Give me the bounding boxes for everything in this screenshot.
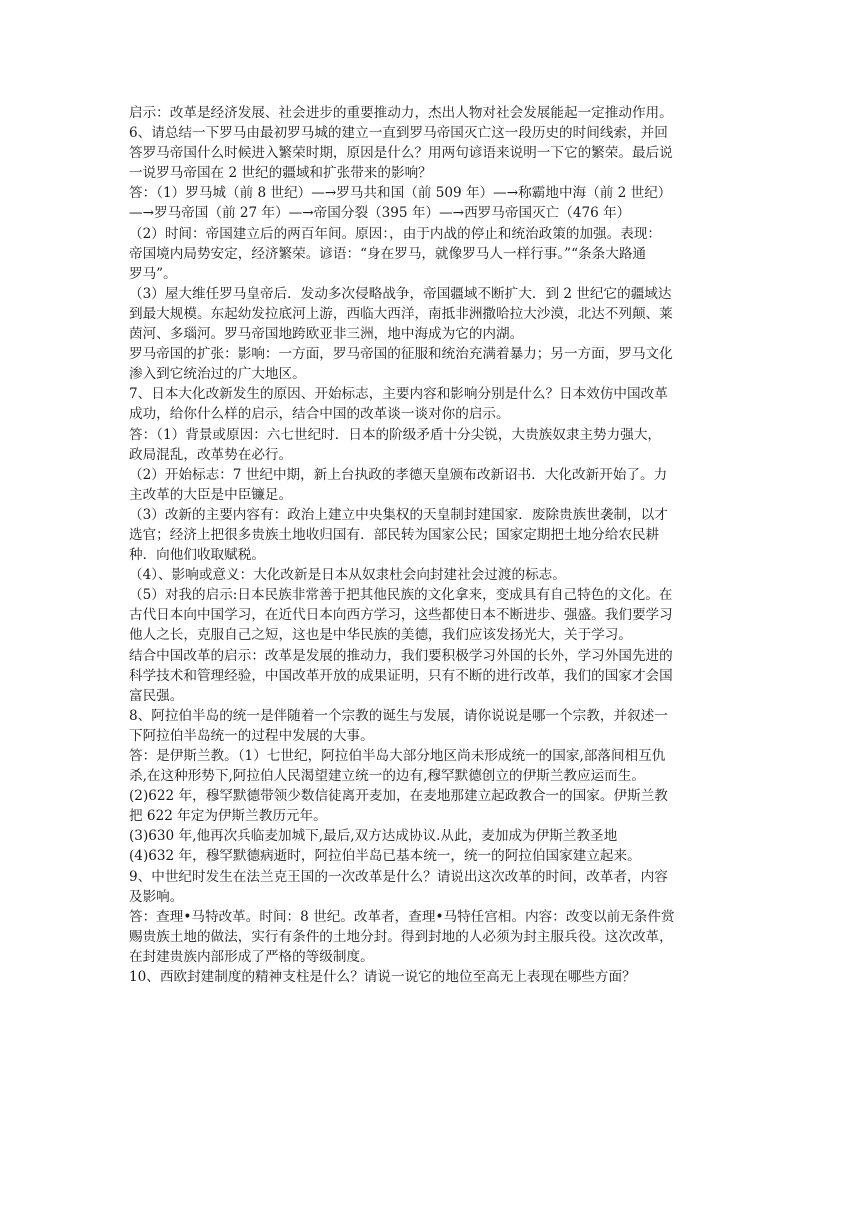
- answer-7-content: [129, 505, 733, 565]
- answer-6-territory: [129, 284, 733, 344]
- text-line: 科学技术和管理经验，中国改革开放的成果证明，只有不断的进行改革，我们的国家才会国: [129, 667, 673, 684]
- answer-7-significance: [129, 565, 733, 585]
- text-line: 答：查理•马特改革。时间：8 世纪。改革者，查理•马特任宫相。内容：改变以前无条件赏: [129, 908, 675, 925]
- answer-7-start: [129, 465, 733, 505]
- answer-9: [129, 907, 733, 967]
- text-line: 答：是伊斯兰教。（1）七世纪，阿拉伯半岛大部分地区尚未形成统一的国家,部落间相互仇: [129, 748, 666, 764]
- text-line: 6、请总结一下罗马由最初罗马城的建立一直到罗马帝国灭亡这一段历史的时间线索，并回: [129, 125, 668, 142]
- text-line: 下阿拉伯半岛统一的过程中发展的大事。: [129, 727, 374, 744]
- text-line: 他人之长，克服自己之短，这也是中华民族的美德，我们应该发扬光大，关于学习。: [129, 627, 632, 644]
- text-line: —→罗马帝国（前 27 年）—→帝国分裂（395 年）—→西罗马帝国灭亡（476 年）: [129, 205, 631, 222]
- text-line: 赐贵族土地的做法，实行有条件的土地分封。得到封地的人必须为封主服兵役。这次改革，: [129, 928, 673, 945]
- text-line: 富民强。: [129, 687, 184, 704]
- document-body: [129, 103, 733, 987]
- text-line: 把 622 年定为伊斯兰教历元年。: [129, 808, 327, 825]
- text-line: 启示：改革是经济发展、社会进步的重要推动力，杰出人物对社会发展能起一定推动作用。: [129, 105, 673, 121]
- question-7: [129, 384, 733, 424]
- answer-7-china-reform: [129, 646, 733, 706]
- text-line: 成功，给你什么样的启示，结合中国的改革谈一谈对你的启示。: [129, 406, 510, 423]
- question-9: [129, 867, 733, 907]
- text-line: 罗马”。: [129, 265, 177, 282]
- text-line: 选官；经济上把很多贵族土地收归国有．部民转为国家公民；国家定期把土地分给农民耕: [129, 526, 660, 543]
- text-line: 杀,在这种形势下,阿拉伯人民渴望建立统一的边有,穆罕默德创立的伊斯兰教应运而生。: [129, 768, 645, 785]
- text-line: (2)622 年，穆罕默德带领少数信徒离开麦加，在麦地那建立起政教合一的国家。伊斯兰教: [129, 788, 668, 805]
- text-line: 8、阿拉伯半岛的统一是伴随着一个宗教的诞生与发展，请你说说是哪一个宗教，并叙述一: [129, 707, 668, 724]
- answer-8-part-2: [129, 786, 733, 826]
- paragraph-reform-insight: [129, 103, 733, 123]
- answer-7-background: [129, 425, 733, 465]
- text-line: （3）屋大维任罗马皇帝后．发动多次侵略战争，帝国疆域不断扩大．到 2 世纪它的疆域达: [129, 285, 672, 302]
- text-line: (3)630 年,他再次兵临麦加城下,最后,双方达成协议.从此，麦加成为伊斯兰教圣地: [129, 828, 618, 845]
- text-line: （2）时间：帝国建立后的两百年间。原因：，由于内战的停止和统治政策的加强。表现：: [129, 225, 662, 242]
- text-line: 一说罗马帝国在 2 世纪的疆域和扩张带来的影响？: [129, 165, 432, 182]
- text-line: 罗马帝国的扩张：影响：一方面，罗马帝国的征服和统治充满着暴力；另一方面，罗马文化: [129, 346, 673, 363]
- text-line: 答：（1）罗马城（前 8 世纪）—→罗马共和国（前 509 年）—→称霸地中海（前 2 世纪）: [129, 185, 672, 202]
- answer-8-part-4: [129, 846, 733, 866]
- text-line: 古代日本向中国学习，在近代日本向西方学习，这些都使日本不断进步、强盛。我们要学习: [129, 607, 673, 624]
- text-line: 到最大规模。东起幼发拉底河上游，西临大西洋，南抵非洲撒哈拉大沙漠，北达不列颠、莱: [129, 305, 673, 322]
- text-line: 主改革的大臣是中臣镰足。: [129, 486, 293, 503]
- text-line: 答罗马帝国什么时候进入繁荣时期，原因是什么？用两句谚语来说明一下它的繁荣。最后说: [129, 145, 673, 162]
- text-line: (4)632 年，穆罕默德病逝时，阿拉伯半岛已基本统一，统一的阿拉伯国家建立起来。: [129, 848, 641, 865]
- text-line: （4）、影响或意义：大化改新是日本从奴隶杜会向封建社会过渡的标志。: [129, 567, 566, 584]
- text-line: （5）对我的启示:日本民族非常善于把其他民族的文化拿来，变成具有自己特色的文化。在: [129, 587, 673, 604]
- text-line: （3）改新的主要内容有：政治上建立中央集权的天皇制封建国家．废除贵族世袭制，以才: [129, 506, 668, 523]
- text-line: 9、中世纪时发生在法兰克王国的一次改革是什么？请说出这次改革的时间，改革者，内容: [129, 868, 668, 885]
- text-line: 茵河、多瑙河。罗马帝国地跨欧亚非三洲，地中海成为它的内湖。: [129, 326, 524, 343]
- text-line: 渗入到它统治过的广大地区。: [129, 366, 306, 383]
- text-line: 结合中国改革的启示：改革是发展的推动力，我们要积极学习外国的长外，学习外国先进的: [129, 647, 673, 664]
- question-8: [129, 706, 733, 746]
- answer-8-part-1: [129, 746, 733, 786]
- text-line: （2）开始标志：7 世纪中期，新上台执政的孝德天皇颁布改新诏书．大化改新开始了。力: [129, 466, 668, 483]
- question-10: [129, 967, 733, 987]
- text-line: 在封建贵族内部形成了严格的等级制度。: [129, 948, 374, 965]
- text-line: 种．向他们收取赋税。: [129, 547, 265, 564]
- text-line: 帝国境内局势安定，经济繁荣。谚语：“身在罗马，就像罗马人一样行事。”“条条大路通: [129, 245, 647, 262]
- text-line: 及影响。: [129, 888, 184, 905]
- text-line: 7、日本大化改新发生的原因、开始标志，主要内容和影响分别是什么？日本效仿中国改革: [129, 386, 668, 403]
- text-line: 政局混乱，改革势在必行。: [129, 446, 293, 463]
- question-6: [129, 123, 733, 183]
- answer-6-prosperity: [129, 224, 733, 284]
- text-line: 10、西欧封建制度的精神支柱是什么？请说一说它的地位至高无上表现在哪些方面？: [129, 969, 636, 986]
- answer-8-part-3: [129, 826, 733, 846]
- text-line: 答：（1）背景或原因：六七世纪时．日本的阶级矛盾十分尖锐，大贵族奴隶主势力强大，: [129, 426, 662, 443]
- answer-6-timeline: [129, 183, 733, 223]
- answer-6-expansion-impact: [129, 344, 733, 384]
- answer-7-insight: [129, 585, 733, 645]
